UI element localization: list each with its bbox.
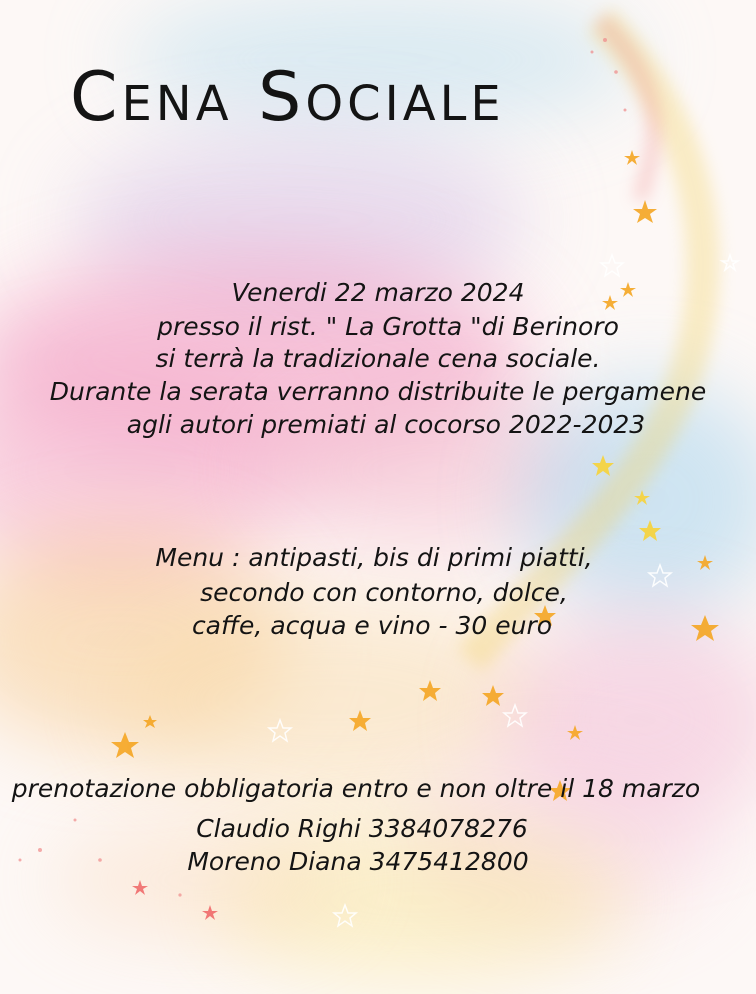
menu-line1: Menu : antipasti, bis di primi piatti, [155, 543, 593, 572]
contact-claudio-righi: Claudio Righi 3384078276 [196, 814, 528, 843]
event-awards-line2: agli autori premiati al cocorso 2022-2023 [126, 410, 646, 439]
contact-moreno-diana: Moreno Diana 3475412800 [187, 847, 529, 876]
menu-price: caffe, acqua e vino - 30 euro [191, 611, 553, 640]
event-awards-line1: Durante la serata verranno distribuite le pergamene [49, 377, 707, 406]
event-description: si terrà la tradizionale cena sociale. [155, 344, 601, 373]
event-date: Venerdi 22 marzo 2024 [231, 278, 525, 307]
menu-line2: secondo con contorno, dolce, [200, 578, 568, 607]
booking-notice: prenotazione obbligatoria entro e non oltre il 18 marzo [11, 774, 701, 803]
page-title: Cena Sociale [70, 58, 505, 137]
event-venue: presso il rist. " La Grotta "di Berinoro [157, 312, 619, 341]
